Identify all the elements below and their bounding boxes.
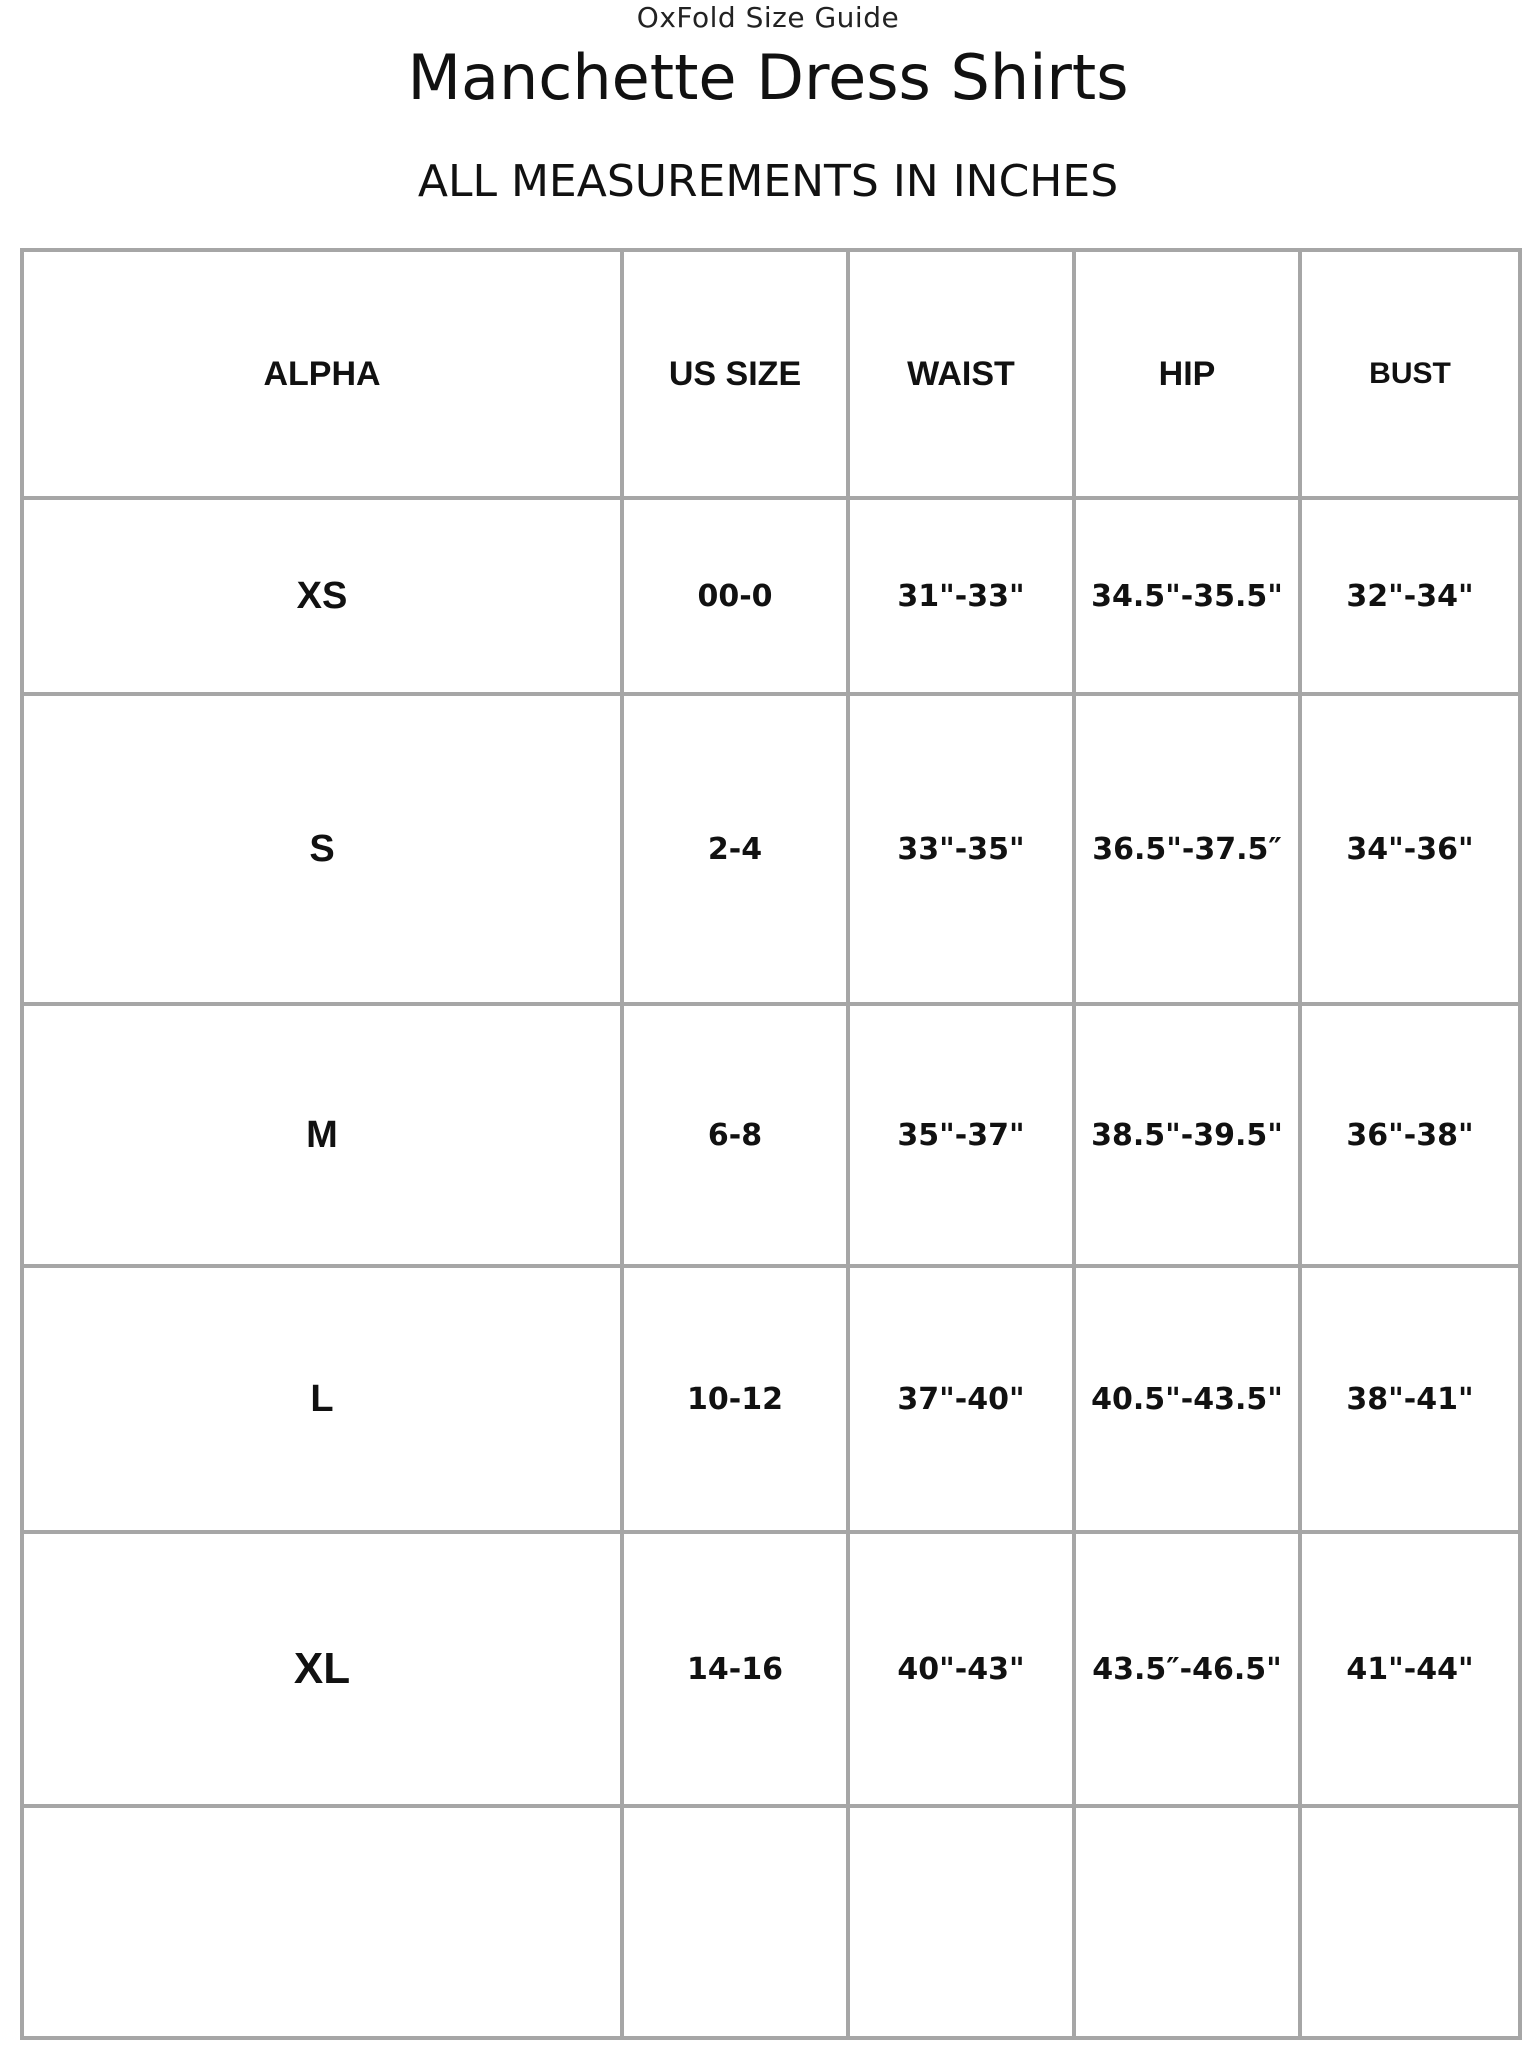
table-row: [22, 1532, 1520, 1806]
waist-cell: 35"-37": [848, 1004, 1074, 1266]
table-row: [22, 1266, 1520, 1532]
size-chart-table: [20, 248, 1522, 2040]
waist-cell: 31"-33": [848, 498, 1074, 694]
hip-cell: 34.5"-35.5": [1074, 498, 1300, 694]
bust-cell: 38"-41": [1300, 1266, 1520, 1532]
waist-cell: 33"-35": [848, 694, 1074, 1004]
table-header-row: [22, 250, 1520, 498]
alpha-cell: M: [22, 1004, 622, 1266]
page-title: Manchette Dress Shirts: [407, 41, 1129, 114]
waist-cell: 40"-43": [848, 1532, 1074, 1806]
table-row: [22, 694, 1520, 1004]
hip-cell: 38.5"-39.5": [1074, 1004, 1300, 1266]
bust-cell: 34"-36": [1300, 694, 1520, 1004]
column-header-waist: WAIST: [848, 250, 1074, 498]
alpha-cell: XS: [22, 498, 622, 694]
waist-cell: 37"-40": [848, 1266, 1074, 1532]
us-size-cell: 10-12: [622, 1266, 848, 1532]
measurement-unit-note: ALL MEASUREMENTS IN INCHES: [417, 156, 1119, 207]
brand-label: OxFold Size Guide: [636, 1, 900, 34]
table-row: [22, 498, 1520, 694]
alpha-cell: XL: [22, 1532, 622, 1806]
bust-cell: 41"-44": [1300, 1532, 1520, 1806]
bust-cell: 36"-38": [1300, 1004, 1520, 1266]
empty-cell: [622, 1806, 848, 2038]
us-size-cell: 6-8: [622, 1004, 848, 1266]
column-header-hip: HIP: [1074, 250, 1300, 498]
empty-cell: [1300, 1806, 1520, 2038]
alpha-cell: L: [22, 1266, 622, 1532]
empty-cell: [1074, 1806, 1300, 2038]
hip-cell: 36.5"-37.5″: [1074, 694, 1300, 1004]
empty-table-row: [22, 1806, 1520, 2038]
us-size-cell: 14-16: [622, 1532, 848, 1806]
column-header-alpha: ALPHA: [22, 250, 622, 498]
column-header-us-size: US SIZE: [622, 250, 848, 498]
empty-cell: [848, 1806, 1074, 2038]
hip-cell: 40.5"-43.5": [1074, 1266, 1300, 1532]
us-size-cell: 00-0: [622, 498, 848, 694]
bust-cell: 32"-34": [1300, 498, 1520, 694]
column-header-bust: BUST: [1300, 250, 1520, 498]
table-row: [22, 1004, 1520, 1266]
hip-cell: 43.5″-46.5": [1074, 1532, 1300, 1806]
alpha-cell: S: [22, 694, 622, 1004]
empty-cell: [22, 1806, 622, 2038]
us-size-cell: 2-4: [622, 694, 848, 1004]
